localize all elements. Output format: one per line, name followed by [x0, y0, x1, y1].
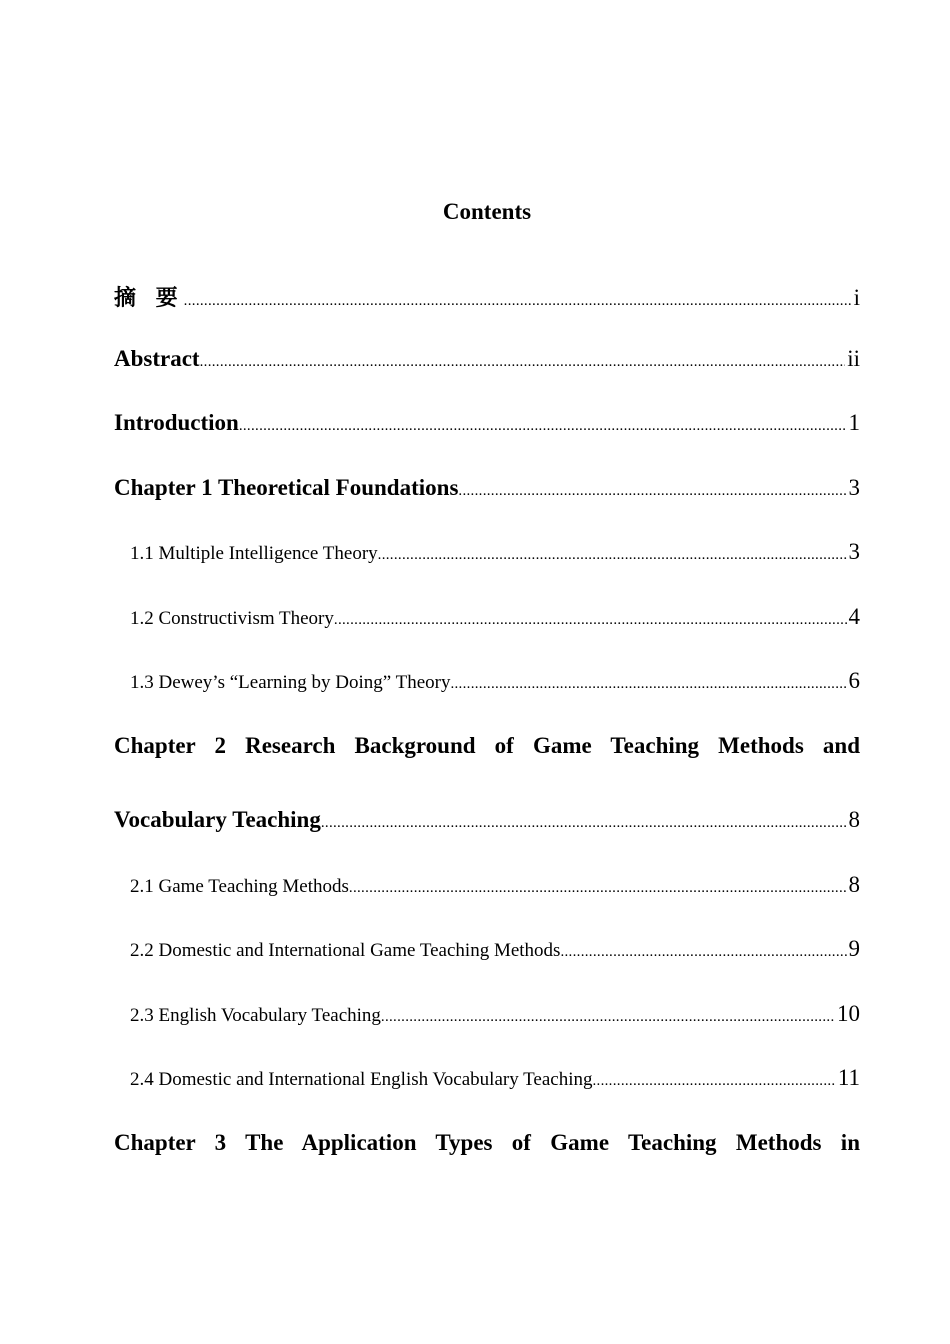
toc-page-number: 4	[848, 604, 860, 629]
toc-page-number: 1	[848, 410, 860, 435]
toc-entry-label: 1.3 Dewey’s “Learning by Doing” Theory	[130, 672, 451, 693]
toc-page-number: 8	[848, 872, 860, 897]
toc-page-number: 11	[837, 1065, 860, 1090]
toc-entry-1-3[interactable]	[130, 668, 860, 700]
toc-entry-2-4[interactable]	[130, 1065, 860, 1097]
toc-page-number: 8	[848, 807, 860, 832]
toc-page-number: 3	[848, 475, 860, 500]
toc-entry-2-1[interactable]	[130, 872, 860, 904]
toc-entry-label: 摘 要	[114, 286, 184, 311]
toc-entry-chapter-2-line-1[interactable]: Chapter 2 Research Background of Game Teaching Methods and	[114, 733, 860, 758]
toc-entry-label: 2.2 Domestic and International Game Teaching Methods	[130, 940, 561, 961]
toc-page-number: ii	[847, 346, 860, 371]
toc-entry-label: 1.1 Multiple Intelligence Theory	[130, 543, 378, 564]
toc-entry-chapter-3-line-1[interactable]: Chapter 3 The Application Types of Game Teaching Methods in	[114, 1130, 860, 1155]
toc-entry-label: 1.2 Constructivism Theory	[130, 608, 334, 629]
toc-page-number: i	[853, 285, 860, 310]
toc-entry-abstract-chinese[interactable]	[114, 281, 860, 313]
toc-entry-label: Chapter 1 Theoretical Foundations	[114, 475, 459, 500]
dot-leader	[334, 612, 847, 629]
toc-entry-abstract[interactable]	[114, 346, 860, 378]
toc-page-number: 6	[848, 668, 860, 693]
toc-entry-label: 2.4 Domestic and International English Vocabulary Teaching	[130, 1069, 593, 1090]
toc-entry-introduction[interactable]	[114, 410, 860, 442]
toc-entry-label: Introduction	[114, 410, 239, 435]
toc-entry-chapter-2[interactable]	[114, 807, 860, 839]
toc-entry-1-2[interactable]	[130, 604, 860, 636]
toc-entry-chapter-1[interactable]	[114, 475, 860, 507]
dot-leader	[321, 815, 847, 832]
toc-entry-1-1[interactable]	[130, 539, 860, 571]
dot-leader	[560, 944, 846, 961]
toc-entry-label: Vocabulary Teaching	[114, 807, 321, 832]
toc-page-number: 10	[837, 1001, 860, 1026]
toc-entry-label: Abstract	[114, 346, 200, 371]
dot-leader	[239, 418, 847, 435]
dot-leader	[184, 293, 852, 310]
toc-entry-2-2[interactable]	[130, 936, 860, 968]
toc-entry-label: 2.1 Game Teaching Methods	[130, 876, 349, 897]
dot-leader	[349, 880, 847, 897]
dot-leader	[458, 483, 846, 500]
dot-leader	[450, 676, 846, 693]
toc-entry-label: 2.3 English Vocabulary Teaching	[130, 1005, 381, 1026]
toc-entry-2-3[interactable]	[130, 1001, 860, 1033]
toc-page-number: 3	[848, 539, 860, 564]
dot-leader	[378, 547, 847, 564]
dot-leader	[381, 1009, 835, 1026]
dot-leader	[592, 1073, 835, 1090]
dot-leader	[200, 354, 846, 371]
contents-title: Contents	[442, 199, 532, 224]
toc-page-number: 9	[848, 936, 860, 961]
